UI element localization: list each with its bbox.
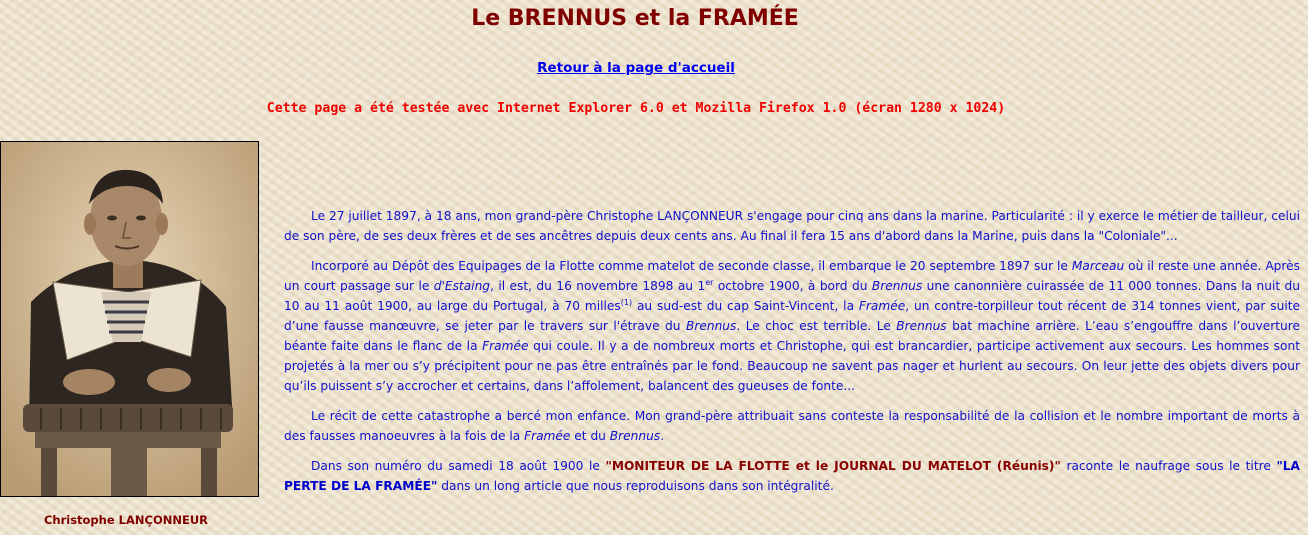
- paragraph-memory: [284, 406, 1300, 446]
- text-fragment: .: [660, 429, 665, 443]
- ship-name-brennus: Brennus: [685, 319, 737, 333]
- ordinal-suffix: er: [705, 277, 714, 287]
- newspaper-name: "MONITEUR DE LA FLOTTE et le JOURNAL DU MATELOT (Réunis)": [605, 459, 1061, 473]
- ship-name-framee: Framée: [858, 299, 906, 313]
- photo-caption: Christophe LANÇONNEUR: [43, 513, 209, 527]
- home-link-container: [0, 60, 1272, 76]
- ship-name-brennus: Brennus: [896, 319, 947, 333]
- ship-name-brennus: Brennus: [871, 279, 923, 293]
- page-title: Le BRENNUS et la FRAMÉE: [471, 6, 799, 31]
- ship-name-brennus: Brennus: [609, 429, 661, 443]
- paragraph-collision: [284, 256, 1300, 396]
- article-body: [284, 206, 1300, 506]
- text-fragment: au sud-est du cap Saint-Vincent, la: [632, 299, 859, 313]
- text-fragment: Incorporé au Dépôt des Equipages de la Flotte comme matelot de seconde classe, il embarque le 20 septembre 1897 sur le: [311, 259, 1072, 273]
- text-fragment: dans un long article que nous reproduisons dans son intégralité.: [437, 479, 834, 493]
- text-fragment: raconte le naufrage sous le titre: [1060, 459, 1277, 473]
- article-title: "LA PERTE DE LA FRAMÉE": [284, 459, 1300, 493]
- text-fragment: . Le choc est terrible. Le: [736, 319, 897, 333]
- text-fragment: Le récit de cette catastrophe a bercé mon enfance. Mon grand-père attribuait sans conteste la responsabilité de la collision et le nombre important de morts à des fausses manoeuvres à la fois de la: [284, 409, 1300, 443]
- ship-name-framee: Framée: [482, 339, 529, 353]
- paragraph-enlistment: Le 27 juillet 1897, à 18 ans, mon grand-père Christophe LANÇONNEUR s'engage pour cinq ans dans la marine. Particularité : il y exerce le métier de tailleur, celui de son père, de ses deux frères et de ses ancêtres depuis deux cents ans. Au final il fera 15 ans d'abord dans la Marine, puis dans la "Coloniale"...: [284, 209, 1300, 243]
- paragraph-newspaper: [284, 456, 1300, 496]
- ship-name-framee: Framée: [524, 429, 571, 443]
- browser-test-note: Cette page a été testée avec Internet Explorer 6.0 et Mozilla Firefox 1.0 (écran 1280 x 1024): [266, 101, 1006, 116]
- text-fragment: une canonnière cuirassée de 11 000 tonnes. Dans la nuit du 10 au 11 août 1900, au large du Portugal, à 70 milles: [284, 279, 1300, 313]
- home-link[interactable]: Retour à la page d'accueil: [537, 60, 735, 76]
- text-fragment: , un contre-torpilleur tout récent de 314 tonnes vient, par suite d’une fausse manœuvre, se jeter par le travers sur l'étrave du: [284, 299, 1301, 333]
- sailor-portrait-image: [1, 142, 258, 496]
- text-fragment: bat machine arrière. L’eau s’engouffre dans l’ouverture béante faite dans le flanc de la: [284, 319, 1300, 353]
- text-fragment: qui coule. Il y a de nombreux morts et Christophe, qui est brancardier, participe activement aux secours. Les hommes sont projetés à la mer ou s’y précipitent pour ne pas être entraînés par le fond. Beaucoup ne savent pas nager et hurlent au secours. On leur jette des objets divers pour qu’ils puissent s’y accrocher et certains, dans l’affolement, balancent des gueuses de fonte...: [284, 339, 1300, 393]
- portrait-photo: [0, 141, 259, 497]
- text-fragment: , il est, du 16 novembre 1898 au 1: [490, 279, 706, 293]
- text-fragment: où il reste une année. Après un court passage sur le: [284, 259, 1300, 293]
- ship-name-estaing: d'Estaing: [433, 279, 491, 293]
- text-fragment: Dans son numéro du samedi 18 août 1900 le: [311, 459, 606, 473]
- ship-name-marceau: Marceau: [1071, 259, 1125, 273]
- text-fragment: octobre 1900, à bord du: [713, 279, 872, 293]
- footnote-ref[interactable]: (1): [620, 297, 633, 307]
- text-fragment: et du: [570, 429, 610, 443]
